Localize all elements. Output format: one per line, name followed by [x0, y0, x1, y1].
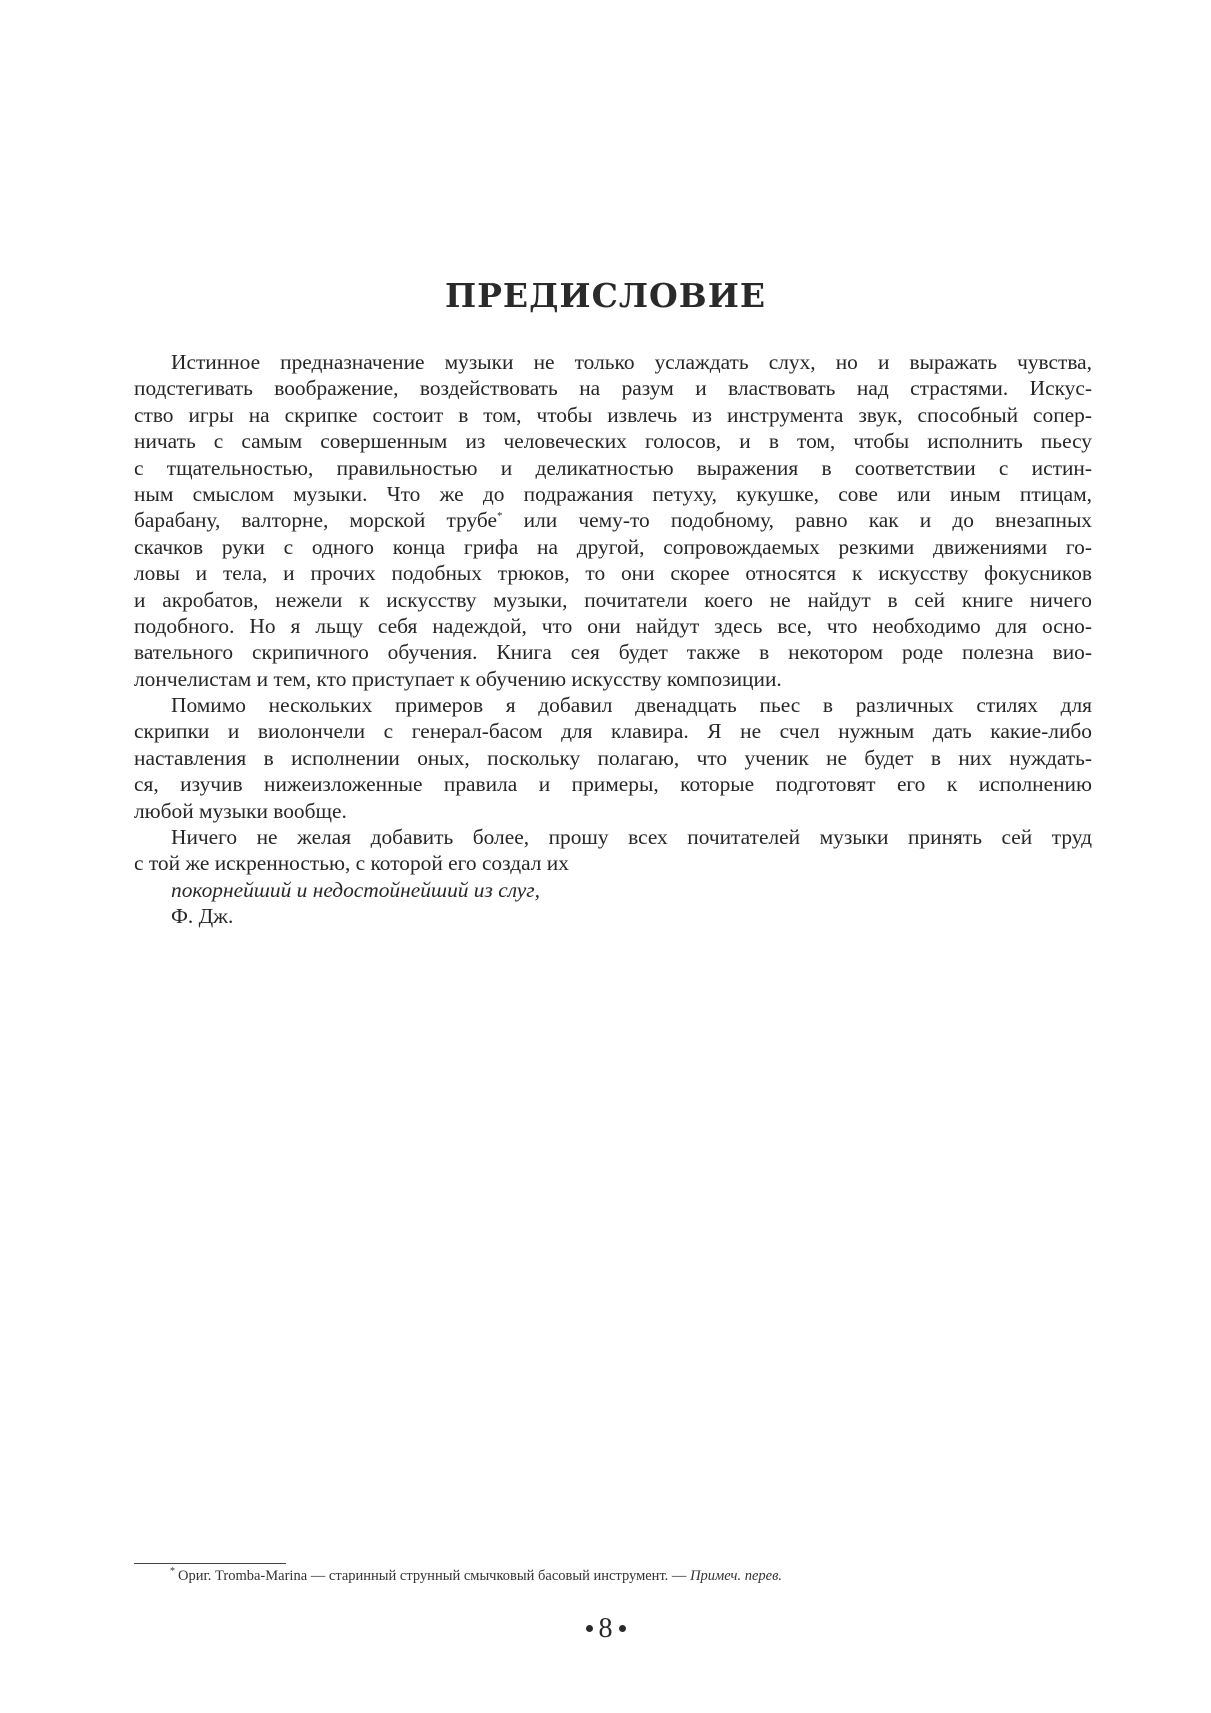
text-line: вательного скрипичного обучения. Книга сея будет также в некотором роде полезна вио-: [134, 640, 1092, 665]
paragraph-3: [134, 824, 1092, 877]
text-line: ство игры на скрипке состоит в том, чтобы извлечь из инструмента звук, способный сопер-: [134, 402, 1092, 427]
text-line: лончелистам и тем, кто приступает к обучению искусству композиции.: [134, 666, 782, 691]
paragraph-1: [134, 349, 1092, 692]
footnote-text: Ориг. Tromba-Marina — старинный струнный смычковый басовый инструмент. —: [178, 1568, 691, 1584]
footnote-divider: [134, 1563, 286, 1564]
signature-block: [134, 877, 1092, 930]
page-number: [0, 1613, 1211, 1645]
text-line: Ничего не желая добавить более, прошу всех почитателей музыки принять сей труд: [171, 825, 1092, 850]
text-line: ничать с самым совершенным из человеческих голосов, и в том, чтобы исполнить пьесу: [134, 429, 1092, 454]
footnote-translator-note: Примеч. перев.: [690, 1568, 782, 1584]
text-line: наставления в исполнении оных, поскольку полагаю, что ученик не будет в них нуждать-: [134, 745, 1092, 770]
text-line-with-footnote: [134, 507, 1092, 533]
text-segment: или чему-то подобному, равно как и до внезапных: [502, 508, 1093, 533]
body-text: [134, 349, 1092, 930]
text-line: с той же искренностью, с которой его создал их: [134, 851, 569, 876]
page-number-value: 8: [598, 1613, 613, 1644]
text-line: ловы и тела, и прочих подобных трюков, то они скорее относятся к искусству фокусников: [134, 561, 1092, 586]
bullet-dot-icon: [586, 1625, 593, 1632]
text-line: Помимо нескольких примеров я добавил двенадцать пьес в различных стилях для: [171, 693, 1092, 718]
text-line: ся, изучив нижеизложенные правила и примеры, которые подготовят его к исполнению: [134, 772, 1092, 797]
text-segment: барабану, валторне, морской трубе: [134, 508, 498, 533]
footnote-mark: *: [170, 1566, 175, 1578]
text-line: ным смыслом музыки. Что же до подражания петуху, кукушке, сове или иным птицам,: [134, 481, 1092, 506]
text-line: подстегивать воображение, воздействовать на разум и властвовать над страстями. Искус-: [134, 376, 1092, 401]
bullet-dot-icon: [619, 1625, 626, 1632]
text-line: скачков руки с одного конца грифа на другой, сопровождаемых резкими движениями го-: [134, 534, 1092, 559]
page-title: ПРЕДИСЛОВИЕ: [444, 276, 767, 315]
paragraph-2: [134, 692, 1092, 824]
text-line: Истинное предназначение музыки не только услаждать слух, но и выражать чувства,: [171, 350, 1092, 374]
text-line: любой музыки вообще.: [134, 798, 347, 823]
text-line: и акробатов, нежели к искусству музыки, почитатели коего не найдут в сей книге ничего: [134, 587, 1092, 612]
text-line: с тщательностью, правильностью и деликатностью выражения в соответствии с истин-: [134, 455, 1092, 480]
text-line: подобного. Но я льщу себя надеждой, что они найдут здесь все, что необходимо для осно-: [134, 613, 1092, 638]
footnote: [134, 1567, 1092, 1585]
footnote-reference: *: [497, 510, 503, 523]
signature-closing: покорнейший и недостойнейший из слуг,: [171, 877, 540, 902]
signature-initials: Ф. Дж.: [171, 904, 234, 929]
text-line: скрипки и виолончели с генерал-басом для клавира. Я не счел нужным дать какие-либо: [134, 719, 1092, 744]
